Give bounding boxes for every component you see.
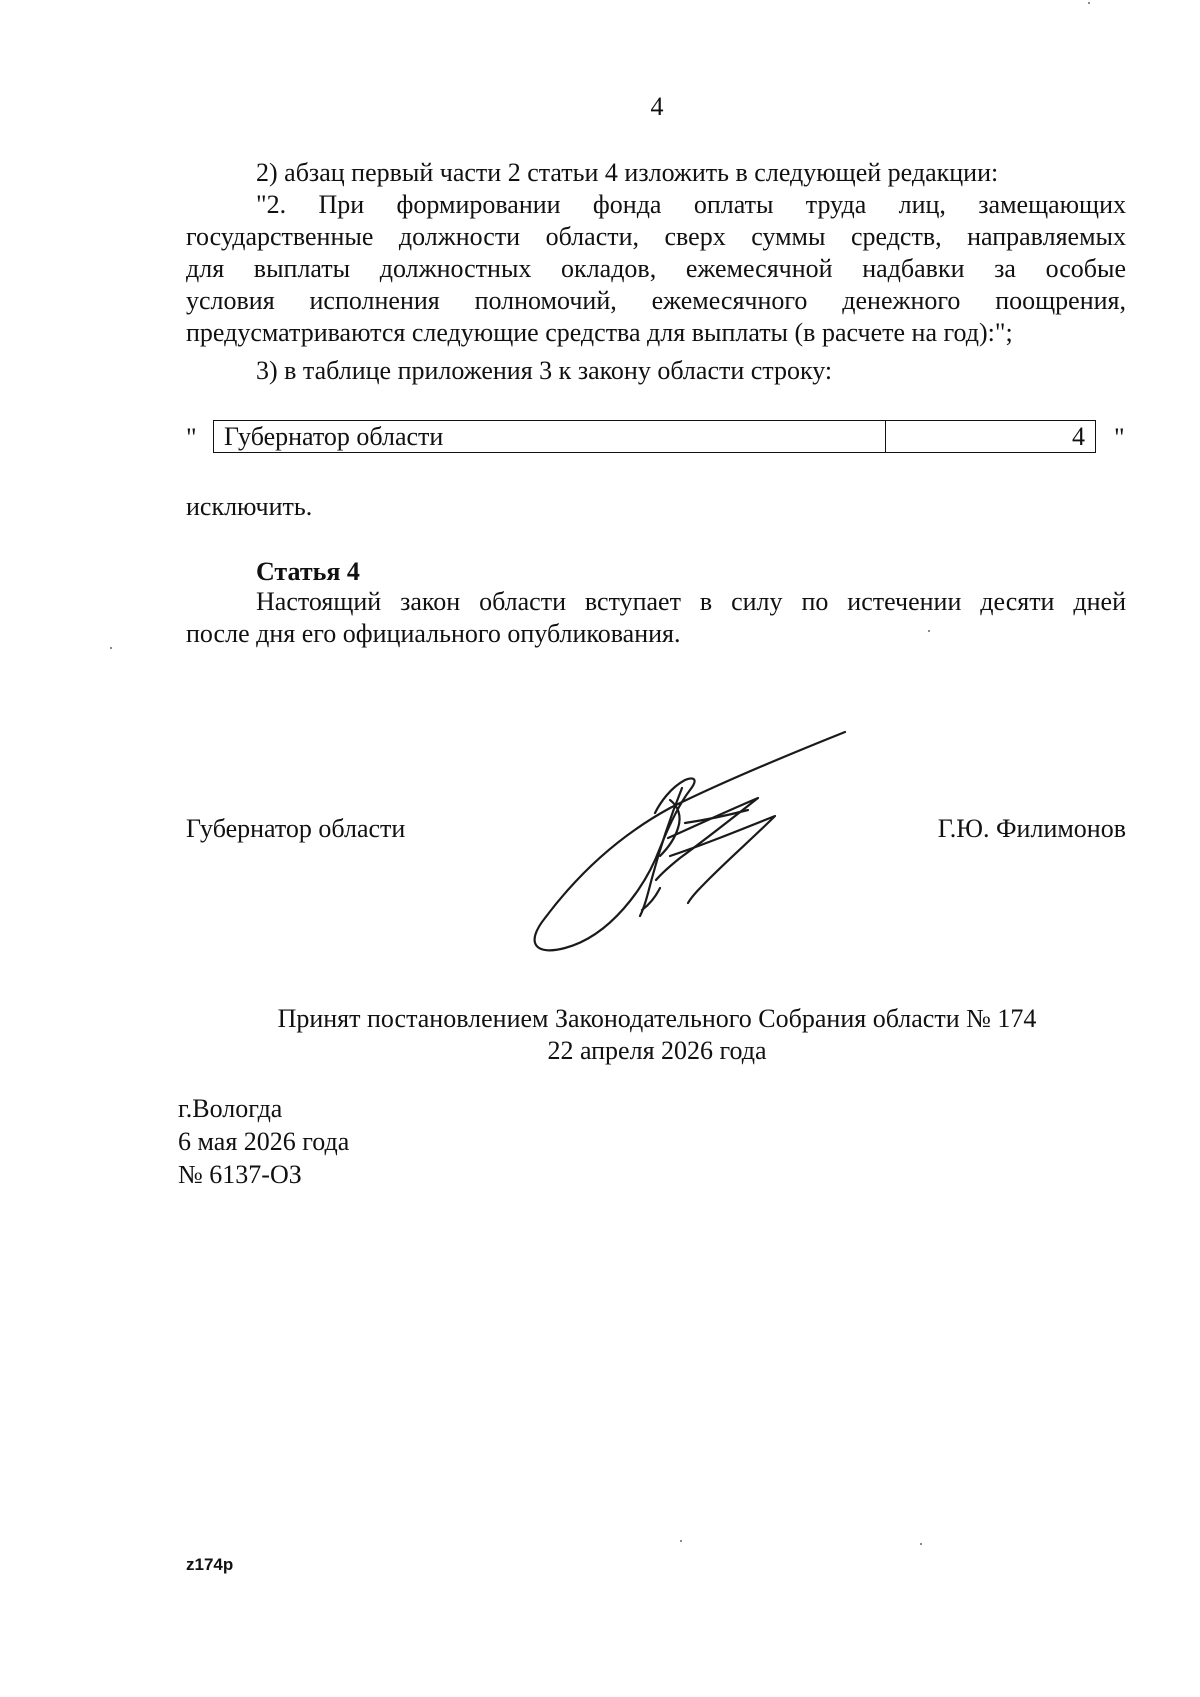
quote-line-3: для выплаты должностных окладов, ежемесячной надбавки за особые (186, 254, 1126, 283)
table-cell-value: 4 (1072, 422, 1085, 451)
exclude-text: исключить. (186, 492, 313, 521)
law-number: № 6137-ОЗ (178, 1160, 302, 1189)
quote-line-1: "2. При формировании фонда оплаты труда лиц, замещающих (256, 190, 1126, 219)
city: г.Вологда (178, 1094, 283, 1123)
page-number: 4 (650, 92, 664, 121)
signatory-name: Г.Ю. Филимонов (937, 814, 1126, 843)
article-4-heading: Статья 4 (256, 557, 360, 586)
scan-speck (110, 647, 112, 649)
article-4-line-1: Настоящий закон области вступает в силу по истечении десяти дней (256, 587, 1126, 616)
amendment-table-row (213, 420, 1096, 453)
signing-date: 6 мая 2026 года (178, 1127, 350, 1156)
scan-speck (928, 630, 930, 632)
scan-speck (1088, 2, 1090, 4)
item-2-text: 2) абзац первый части 2 статьи 4 изложить в следующей редакции: (256, 158, 999, 187)
quote-line-4: условия исполнения полномочий, ежемесячного денежного поощрения, (186, 286, 1126, 315)
table-quote-open: " (186, 423, 197, 452)
document-code: z174p (186, 1555, 234, 1574)
signatory-position: Губернатор области (186, 814, 406, 843)
handwritten-signature (520, 728, 860, 958)
scan-speck (920, 1543, 922, 1545)
scan-speck (680, 1540, 682, 1542)
article-4-line-2: после дня его официального опубликования. (186, 619, 681, 648)
table-quote-close: " (1114, 423, 1125, 452)
adoption-line-2: 22 апреля 2026 года (547, 1036, 767, 1065)
quote-line-5: предусматриваются следующие средства для выплаты (в расчете на год):"; (186, 318, 1013, 347)
table-cell-position: Губернатор области (214, 421, 886, 452)
quote-line-2: государственные должности области, сверх суммы средств, направляемых (186, 222, 1126, 251)
item-3-text: 3) в таблице приложения 3 к закону области строку: (256, 356, 833, 385)
adoption-line-1: Принят постановлением Законодательного Собрания области № 174 (277, 1004, 1037, 1033)
